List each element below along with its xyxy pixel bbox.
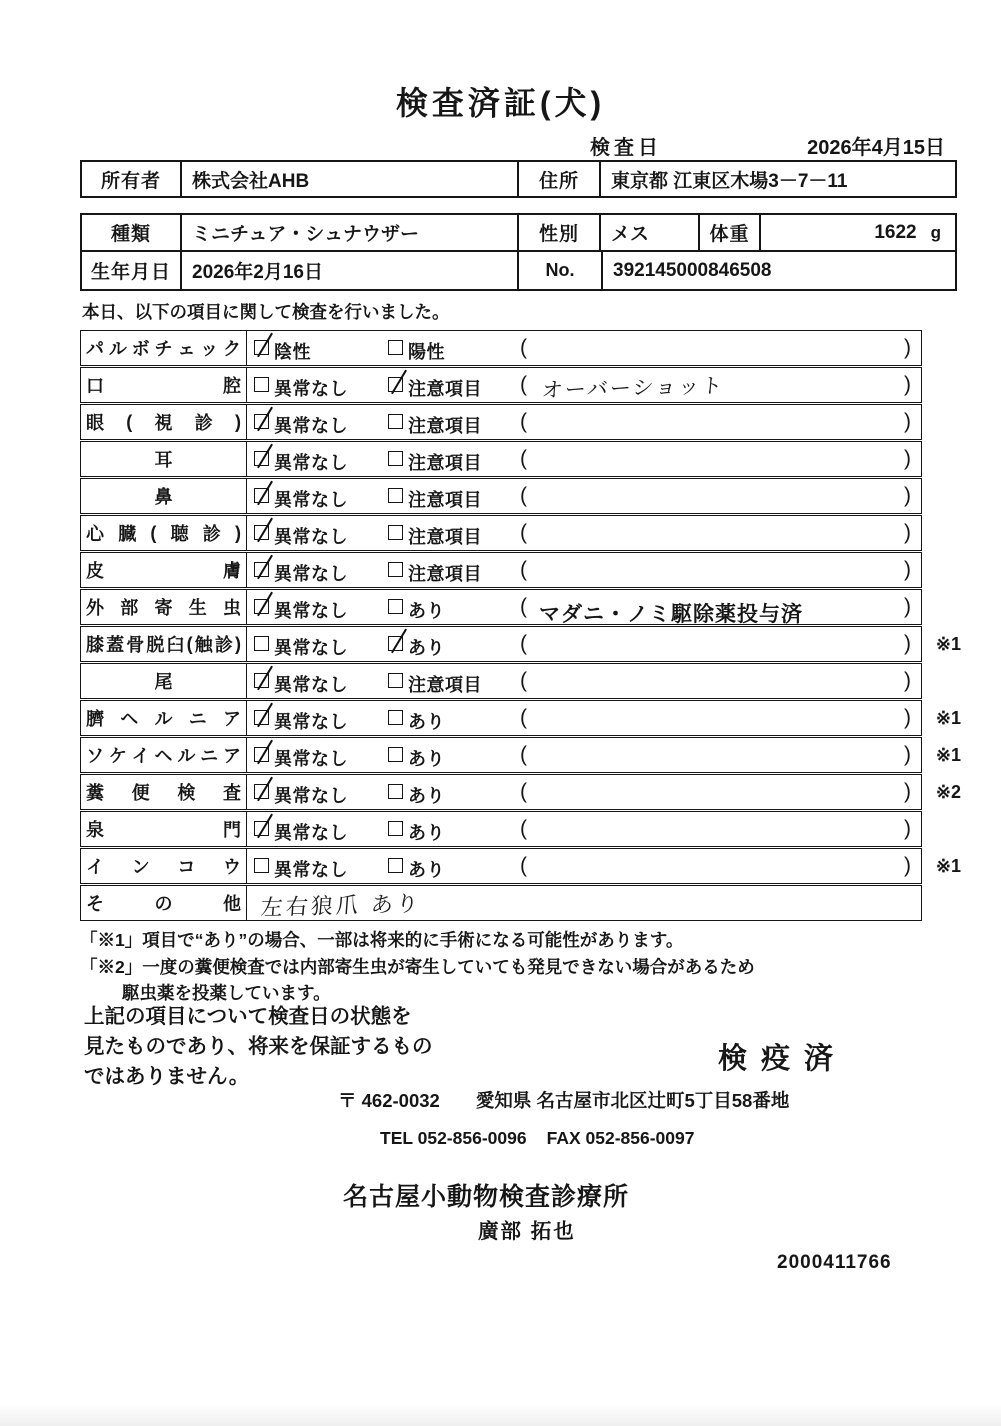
veterinarian-name: 廣部 拓也: [478, 1220, 576, 1243]
option-label: あり: [408, 638, 445, 658]
option-label: 異常なし: [274, 749, 348, 769]
owner-table: [80, 160, 957, 198]
paren-close: ): [904, 558, 911, 581]
paren-open: (: [520, 521, 527, 544]
option-label: 異常なし: [274, 490, 348, 510]
checkbox: [388, 821, 403, 836]
birthdate-label: 生年月日: [82, 252, 182, 289]
row-note: ※1: [935, 745, 961, 765]
paren-open: (: [520, 595, 527, 618]
paren-open: (: [520, 447, 527, 470]
paren-close: ): [904, 410, 911, 433]
row-body: [247, 812, 921, 846]
checkbox-box: [388, 525, 403, 540]
option-label: 異常なし: [274, 601, 348, 621]
paren-open: (: [520, 558, 527, 581]
paren-open: (: [520, 410, 527, 433]
checkbox: [388, 525, 403, 540]
option-label: 注意項目: [408, 453, 482, 473]
checkbox: [388, 858, 403, 873]
checkbox: [388, 673, 403, 688]
checkbox: [254, 636, 269, 651]
checkbox-box: [388, 784, 403, 799]
checklist-row: [80, 626, 961, 662]
option-label: 異常なし: [274, 416, 348, 436]
row-body: [247, 701, 921, 735]
printed-entry: マダニ・ノミ駆除薬投与済: [539, 603, 803, 626]
option-label: あり: [408, 823, 445, 843]
intro-text: 本日、以下の項目に関して検査を行いました。: [82, 302, 450, 322]
row-label: 皮 膚: [81, 553, 247, 587]
disclaimer-line-3: ではありません。: [84, 1065, 250, 1088]
option-label: 注意項目: [408, 564, 482, 584]
checkbox: [388, 636, 403, 651]
clinic-tel: TEL 052-856-0096: [380, 1128, 527, 1148]
paren-close: ): [904, 780, 911, 803]
checkbox: [254, 710, 269, 725]
checkbox: [388, 599, 403, 614]
pet-info-row-2: [82, 252, 955, 289]
paren-open: (: [520, 706, 527, 729]
option-label: あり: [408, 860, 445, 880]
checkbox: [254, 414, 269, 429]
quarantine-stamp: 検疫済: [718, 1043, 848, 1075]
number-label: No.: [517, 252, 601, 289]
checkbox-box: [388, 710, 403, 725]
option-label: 異常なし: [274, 527, 348, 547]
row-label: 膝 蓋 骨 脱 臼 ( 触 診 ): [81, 627, 247, 661]
sex-value: メス: [611, 224, 650, 245]
option-label: 注意項目: [408, 675, 482, 695]
row-body: [247, 886, 921, 920]
checkbox-box: [388, 858, 403, 873]
checkbox: [388, 451, 403, 466]
paren-close: ): [904, 817, 911, 840]
option-label: あり: [408, 749, 445, 769]
row-body: [247, 627, 921, 661]
option-label: 異常なし: [274, 786, 348, 806]
row-label: ソ ケ イ ヘ ル ニ ア: [81, 738, 247, 772]
option-label: 異常なし: [274, 638, 348, 658]
checkbox: [388, 377, 403, 392]
checkbox-box: [254, 636, 269, 651]
row-note: ※1: [935, 634, 961, 654]
inspection-date-label: 検査日: [590, 137, 662, 159]
handwritten-entry: オーバーショット: [540, 373, 726, 403]
checklist-row: [80, 552, 922, 588]
row-body: [247, 368, 921, 402]
clinic-tel-line: [380, 1128, 694, 1149]
option-label: 異常なし: [274, 860, 348, 880]
checklist-row: [80, 885, 922, 921]
paren-open: (: [520, 854, 527, 877]
row-label: 心 臓 ( 聴 診 ): [81, 516, 247, 550]
paren-close: ): [904, 854, 911, 877]
paren-close: ): [904, 706, 911, 729]
weight-value: [761, 215, 955, 250]
row-label: 口 腔: [81, 368, 247, 402]
checklist-row: [80, 367, 922, 403]
disclaimer-line-1: 上記の項目について検査日の状態を: [84, 1005, 412, 1028]
option-label: 異常なし: [274, 564, 348, 584]
row-note: ※1: [935, 708, 961, 728]
breed-label: 種類: [82, 215, 182, 250]
row-label: 尾: [81, 664, 247, 698]
row-label: 臍 ヘ ル ニ ア: [81, 701, 247, 735]
paren-open: (: [520, 780, 527, 803]
owner-name: 株式会社AHB: [192, 170, 310, 192]
option-label: 異常なし: [274, 823, 348, 843]
row-body: [247, 331, 921, 365]
paren-close: ): [904, 484, 911, 507]
paren-open: (: [520, 817, 527, 840]
checkbox-box: [388, 562, 403, 577]
weight-unit: g: [930, 222, 941, 242]
sex-label: 性別: [517, 215, 601, 250]
checkbox: [254, 821, 269, 836]
checkbox-box: [388, 414, 403, 429]
checkbox: [254, 673, 269, 688]
option-label: 異常なし: [274, 379, 348, 399]
checkbox: [388, 414, 403, 429]
checkbox: [388, 340, 403, 355]
clinic-address: 愛知県 名古屋市北区辻町5丁目58番地: [475, 1090, 790, 1111]
option-label: あり: [408, 786, 445, 806]
row-body: [247, 664, 921, 698]
paren-close: ): [904, 632, 911, 655]
paren-open: (: [520, 336, 527, 359]
checkbox: [254, 562, 269, 577]
disclaimer-text: [84, 1002, 433, 1092]
paren-open: (: [520, 669, 527, 692]
breed-value: ミニチュア・シュナウザー: [192, 224, 420, 245]
row-body: [247, 775, 921, 809]
checkbox: [254, 747, 269, 762]
row-body: [247, 479, 921, 513]
owner-label: 所有者: [82, 162, 182, 196]
checkbox: [254, 451, 269, 466]
row-label: パ ル ボ チ ェ ッ ク: [81, 331, 247, 365]
footnote-2-line2: 駆虫薬を投薬しています。: [122, 983, 331, 1003]
row-body: [247, 516, 921, 550]
disclaimer-line-2: 見たものであり、将来を保証するもの: [84, 1035, 433, 1058]
paren-close: ): [904, 373, 911, 396]
row-body: [247, 590, 921, 624]
row-body: [247, 738, 921, 772]
clinic-name: 名古屋小動物検査診療所: [343, 1183, 630, 1211]
checkbox: [388, 710, 403, 725]
paren-close: ): [904, 669, 911, 692]
paren-open: (: [520, 743, 527, 766]
row-note: ※2: [935, 782, 961, 802]
checklist-table: [80, 330, 961, 922]
row-body: [247, 849, 921, 883]
option-label: 異常なし: [274, 675, 348, 695]
address-label: 住所: [517, 162, 601, 196]
pet-info-row-1: [82, 215, 955, 252]
row-body: [247, 442, 921, 476]
checkbox: [254, 488, 269, 503]
scan-artifact-band: [0, 1404, 1001, 1426]
row-label: 糞 便 検 査: [81, 775, 247, 809]
checkbox: [388, 562, 403, 577]
checkbox-box: [388, 599, 403, 614]
serial-number: 2000411766: [777, 1252, 892, 1273]
paren-close: ): [904, 743, 911, 766]
checklist-row: [80, 663, 922, 699]
clinic-address-line: [338, 1087, 789, 1113]
paren-close: ): [904, 521, 911, 544]
row-label: 泉 門: [81, 812, 247, 846]
option-label: 陰性: [274, 342, 311, 362]
option-label: 異常なし: [274, 453, 348, 473]
number-value: 392145000846508: [601, 252, 955, 289]
option-label: 異常なし: [274, 712, 348, 732]
checklist-row: [80, 774, 961, 810]
checkbox: [388, 747, 403, 762]
paren-close: ): [904, 595, 911, 618]
row-label: そ の 他: [81, 886, 247, 920]
checklist-row: [80, 404, 922, 440]
checkbox: [254, 784, 269, 799]
checkbox-box: [388, 340, 403, 355]
row-label: 眼 ( 視 診 ): [81, 405, 247, 439]
weight-number: 1622: [874, 221, 917, 243]
checkbox-box: [388, 673, 403, 688]
option-label: 注意項目: [408, 416, 482, 436]
checklist-row: [80, 589, 922, 625]
option-label: 注意項目: [408, 527, 482, 547]
inspection-date-value: 2026年4月15日: [807, 137, 945, 159]
row-note: ※1: [935, 856, 961, 876]
checkbox: [254, 525, 269, 540]
row-label: 耳: [81, 442, 247, 476]
checkbox-box: [388, 488, 403, 503]
paren-close: ): [904, 336, 911, 359]
row-body: [247, 405, 921, 439]
checklist-row: [80, 478, 922, 514]
checklist-row: [80, 811, 922, 847]
option-label: あり: [408, 601, 445, 621]
checkbox-box: [388, 747, 403, 762]
checklist-row: [80, 737, 961, 773]
row-label: イ ン コ ウ: [81, 849, 247, 883]
clinic-postal-code: 〒 462-0032: [338, 1090, 440, 1111]
checkbox: [254, 340, 269, 355]
checklist-row: [80, 700, 961, 736]
checkbox: [388, 784, 403, 799]
checkbox: [254, 858, 269, 873]
footnote-2-line1: 「※2」一度の糞便検査では内部寄生虫が寄生していても発見できない場合があるため: [80, 957, 755, 977]
birthdate-value: 2026年2月16日: [192, 262, 323, 283]
checkbox-box: [388, 451, 403, 466]
option-label: あり: [408, 712, 445, 732]
checkbox-box: [254, 858, 269, 873]
paren-open: (: [520, 373, 527, 396]
row-label: 外 部 寄 生 虫: [81, 590, 247, 624]
handwritten-entry: 左右狼爪 あり: [259, 891, 423, 922]
checklist-row: [80, 441, 922, 477]
address-value: 東京都 江東区木場3－7－11: [611, 170, 848, 192]
paren-close: ): [904, 447, 911, 470]
paren-open: (: [520, 484, 527, 507]
option-label: 陽性: [408, 342, 445, 362]
row-body: [247, 553, 921, 587]
option-label: 注意項目: [408, 490, 482, 510]
clinic-fax: FAX 052-856-0097: [546, 1128, 695, 1148]
footnote-1: 「※1」項目で“あり”の場合、一部は将来的に手術になる可能性があります。: [80, 930, 684, 950]
checklist-row: [80, 515, 922, 551]
pet-info-table: [80, 213, 957, 291]
checkbox: [388, 488, 403, 503]
checkbox: [254, 599, 269, 614]
checklist-row: [80, 330, 922, 366]
paren-open: (: [520, 632, 527, 655]
checklist-row: [80, 848, 961, 884]
option-label: 注意項目: [408, 379, 482, 399]
page-title: 検査済証(犬): [395, 85, 606, 121]
checkbox-box: [254, 377, 269, 392]
checkbox-box: [388, 821, 403, 836]
row-label: 鼻: [81, 479, 247, 513]
weight-label: 体重: [698, 215, 761, 250]
checkbox: [254, 377, 269, 392]
